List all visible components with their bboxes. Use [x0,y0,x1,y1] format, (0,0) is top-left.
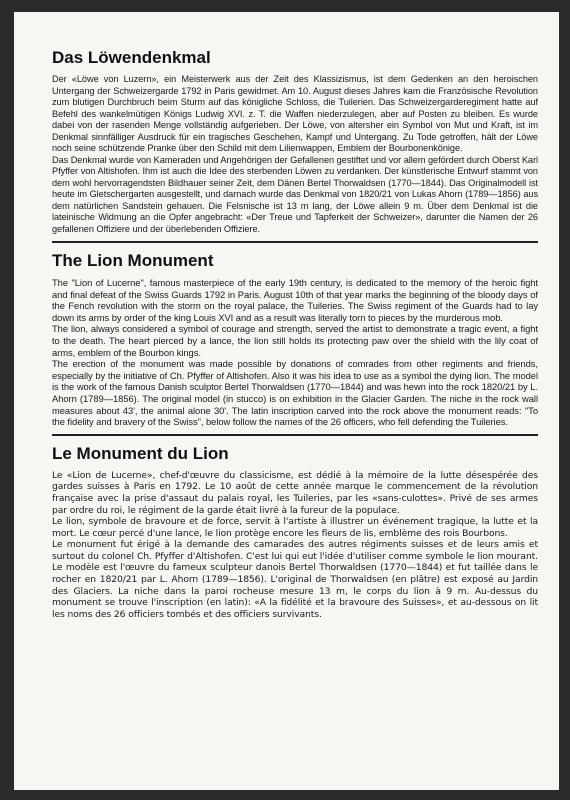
paragraph-french-1: Le «Lion de Lucerne», chef-d'œuvre du classicisme, est dédié à la mémoire de la lutte désespérée des gardes suisses à Paris en 1792. Le 10 août de cette année marque le commencement de la révolution française avec la prise d'assaut du palais royal, les Tuileries, par les «sans-culottes». Privé de ses armes par ordre du roi, le régiment de la garde était livré à la fureur de la populace. [52,469,538,516]
paragraph-english-1: The "Lion of Lucerne", famous masterpiece of the early 19th century, is dedicated to the memory of the heroic fight and final defeat of the Swiss Guards 1792 in Paris. August 10th of that year marks the beginning of the bloody days of the Fench revolution with the storm on the royal palace, the Tuileries. The Swiss regiment of the Guards had to lay down its arms by order of the king Louis XVI and as a result was literally torn to pieces by the murderous mob. [52,277,538,323]
paragraph-english-2: The lion, always considered a symbol of courage and strength, served the artist to demonstrate a tragic event, a fight to the death. The heart pierced by a lance, the lion still holds its protecting paw over the shield with the lily coat of arms, emblem of the Bourbon kings. [52,323,538,358]
document-page [14,12,559,790]
section-title-french: Le Monument du Lion [52,443,229,463]
section-german [52,48,538,235]
paragraph-french-3: Le monument fut érigé à la demande des camarades des autres régiments suisses et de leurs amis et surtout du colonel Ch. Pfyffer d'Altishofen. C'est lui qui eut l'idée d'utiliser comme symbole le lion mourant. Le modèle est l'œuvre du fameux sculpteur danois Bertel Thorwaldsen (1770—1844) et fut taillée dans le rocher en 1820/21 par L. Ahorn (1789—1856). L'original de Thorwaldsen (en plâtre) est exposé au Jardin des Glaciers. La niche dans la paroi rocheuse mesure 13 m, le corps du lion à 9 m. Au-dessus du monument se trouve l'inscription (en latin): «A la fidélité et la bravoure des Suisses», et au-dessous on lit les noms des 26 officiers tombés et des officiers survivants. [52,539,538,620]
section-divider [52,241,538,243]
section-title-german: Das Löwendenkmal [52,48,211,67]
section-french [52,444,538,621]
paragraph-german-1: Der «Löwe von Luzern», ein Meisterwerk aus der Zeit des Klassizismus, ist dem Gedenken an den heroischen Untergang der Schweizergarde 1792 in Paris gewidmet. Am 10. August dieses Jahres kam die Französische Revolution zum blutigen Durchbruch beim Sturm auf das königliche Schloss, die Tuilerien. Das Schweizergarderegiment hatte auf Befehl des wankelmütigen Königs Ludwig XVI. z. T. die Waffen niederzulegen, aber auf Posten zu bleiben. Es wurde dabei von der rasenden Menge vollständig aufgerieben. Der Löwe, von altersher ein Symbol von Mut und Kraft, ist im Denkmal sinnfälliger Ausdruck für ein tragisches Geschehen, Kampf und Untergang. Zu Tode getroffen, hält der Löwe noch seine schützende Pranke über den Schild mit dem Lilienwappen, Emblem der Bourbonenkönige. [52,74,538,153]
document-content [52,48,538,620]
paragraph-english-3: The erection of the monument was made possible by donations of comrades from other regiments and friends, especially by the initiative of Ch. Pfyffer of Altishofen. Also it was his idea to use as a symbol the dying lion. The model is the work of the famous Danish sculptor Bertel Thorwaldsen (1770—1844) and was hewn into the rock 1820/21 by L. Ahorn (1789—1856). The original model (in stucco) is on exhibition in the Glacier Garden. The niche in the rock wall measures about 43', the animal alone 30'. The latin inscription carved into the rock above the monument reads: "To the fidelity and bravery of the Swiss", below follow the names of the 26 officers, who fell defending the Tuileries. [52,358,538,428]
section-title-english: The Lion Monument [52,251,214,270]
section-english [52,251,538,428]
paragraph-french-2: Le lion, symbole de bravoure et de force, servit à l'artiste à illustrer un événement tragique, la lutte et la mort. Le cœur percé d'une lance, le lion protège encore les fleurs de lis, emblème des rois Bourbons. [52,516,538,539]
paragraph-german-2: Das Denkmal wurde von Kameraden und Angehörigen der Gefallenen gestiftet und vor allem gefördert durch Oberst Karl Pfyffer von Altishofen. Ihm ist auch die Idee des sterbenden Löwen zu verdanken. Der künstlerische Entwurf stammt von dem wohl hervorragendsten Bildhauer seiner Zeit, dem Dänen Bertel Thorwaldsen (1770—1844). Das Originalmodell ist heute im Gletschergarten ausgestellt, und darnach wurde das Denkmal von 1820/21 von Lukas Ahorn (1789—1856) aus dem natürlichen Sandstein gehauen. Die Felsnische ist 13 m lang, der Löwe allein 9 m. Über dem Denkmal ist die lateinische Widmung an die Opfer angebracht: «Der Treue und Tapferkeit der Schweizer», darunter die Namen der 26 gefallenen Offiziere und der überlebenden Offiziere. [52,154,538,234]
section-divider [52,434,538,436]
